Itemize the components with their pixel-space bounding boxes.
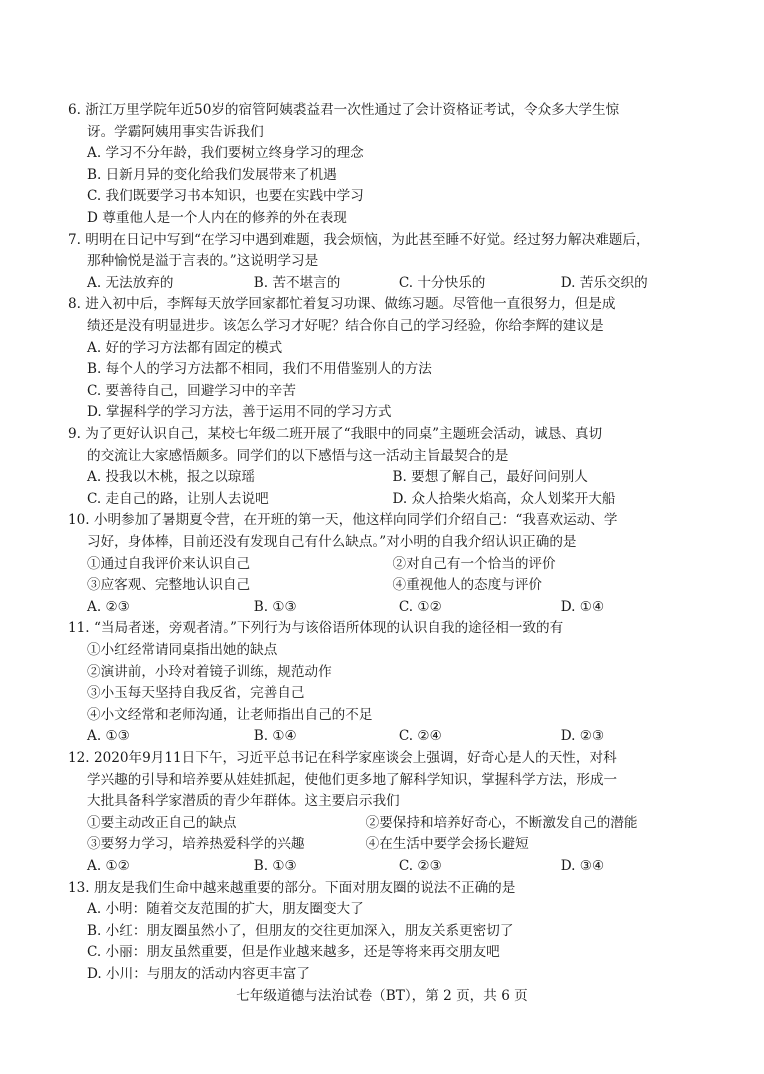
question-stem: 习好，身体棒，目前还没有发现自己有什么缺点。”对小明的自我介绍认识正确的是 bbox=[87, 533, 577, 550]
question-stem: 8. 进入初中后，李辉每天放学回家都忙着复习功课、做练习题。尽管他一直很努力，但是成 bbox=[68, 296, 616, 313]
question-13 bbox=[68, 878, 698, 986]
question-stem: 那种愉悦是溢于言表的。”这说明学习是 bbox=[87, 253, 319, 270]
question-6 bbox=[68, 100, 698, 230]
question-stem: 10. 小明参加了暑期夏令营，在开班的第一天，他这样向同学们介绍自己：“我喜欢运动、学 bbox=[68, 512, 618, 529]
question-stem: 6. 浙江万里学院年近50岁的宿管阿姨裘益君一次性通过了会计资格证考试，令众多大学生惊 bbox=[68, 102, 620, 118]
statement-3: ③小玉每天坚持自我反省，完善自己 bbox=[87, 685, 305, 702]
option-c: C. 十分快乐的 bbox=[398, 274, 486, 291]
statement-1: ①要主动改正自己的缺点 bbox=[87, 814, 237, 831]
option-b: B. 小红：朋友圈虽然小了，但朋友的交往更加深入，朋友关系更密切了 bbox=[87, 922, 514, 939]
option-d: D. ②③ bbox=[560, 728, 605, 745]
statement-2: ②对自己有一个恰当的评价 bbox=[392, 555, 556, 572]
option-b: B. 日新月异的变化给我们发展带来了机遇 bbox=[87, 166, 337, 183]
question-stem: 9. 为了更好认识自己，某校七年级二班开展了“我眼中的同桌”主题班会活动，诚恳、真切 bbox=[68, 426, 603, 442]
option-b: B. ①③ bbox=[253, 598, 297, 615]
option-a: A. 投我以木桃，报之以琼瑶 bbox=[87, 469, 255, 486]
option-a: A. ①② bbox=[87, 857, 130, 874]
option-c: C. 我们既要学习书本知识，也要在实践中学习 bbox=[87, 188, 364, 205]
option-a: A. ②③ bbox=[87, 598, 130, 615]
option-b: B. 苦不堪言的 bbox=[253, 274, 341, 291]
question-11 bbox=[68, 618, 698, 748]
option-d: D. 小川：与朋友的活动内容更丰富了 bbox=[87, 965, 310, 982]
option-b: B. 每个人的学习方法都不相同，我们不用借鉴别人的方法 bbox=[87, 361, 432, 378]
option-c: C. ①② bbox=[398, 598, 442, 615]
option-d: D. 苦乐交织的 bbox=[560, 274, 648, 291]
option-b: B. 要想了解自己，最好问问别人 bbox=[392, 469, 588, 486]
question-stem: 大批具备科学家潜质的青少年群体。这主要启示我们 bbox=[87, 793, 400, 810]
statement-2: ②要保持和培养好奇心，不断激发自己的潜能 bbox=[365, 814, 638, 831]
option-d: D. 掌握科学的学习方法，善于运用不同的学习方式 bbox=[87, 404, 392, 421]
statements-row bbox=[68, 575, 698, 597]
option-b: B. ①③ bbox=[253, 857, 297, 874]
option-b: B. ①④ bbox=[253, 728, 297, 745]
option-a: A. 学习不分年龄，我们要树立终身学习的理念 bbox=[87, 145, 364, 162]
option-c: C. ②③ bbox=[398, 857, 442, 874]
statement-1: ①小红经常请同桌指出她的缺点 bbox=[87, 641, 278, 658]
statements-row bbox=[68, 813, 698, 835]
statement-4: ④在生活中要学会扬长避短 bbox=[365, 836, 529, 853]
statement-1: ①通过自我评价来认识自己 bbox=[87, 555, 251, 572]
question-10 bbox=[68, 510, 698, 618]
question-8 bbox=[68, 294, 698, 424]
options-row bbox=[68, 856, 698, 878]
statement-4: ④小文经常和老师沟通，让老师指出自己的不足 bbox=[87, 706, 373, 723]
option-c: C. 小丽：朋友虽然重要，但是作业越来越多，还是等将来再交朋友吧 bbox=[87, 944, 500, 961]
option-a: A. 小明：随着交友范围的扩大，朋友圈变大了 bbox=[87, 901, 364, 918]
option-d: D 尊重他人是一个人内在的修养的外在表现 bbox=[87, 209, 347, 226]
option-c: C. 要善待自己，回避学习中的辛苦 bbox=[87, 382, 296, 399]
question-stem: 讶。学霸阿姨用事实告诉我们 bbox=[87, 123, 264, 140]
statement-2: ②演讲前，小玲对着镜子训练，规范动作 bbox=[87, 663, 332, 680]
options-row bbox=[68, 489, 698, 511]
statements-row bbox=[68, 554, 698, 576]
option-a: A. 无法放弃的 bbox=[87, 274, 174, 291]
option-a: A. ①③ bbox=[87, 728, 130, 745]
question-stem: 11. “当局者迷，旁观者清。”下列行为与该俗语所体现的认识自我的途径相一致的有 bbox=[68, 620, 564, 637]
question-12 bbox=[68, 748, 698, 878]
option-c: C. 走自己的路，让别人去说吧 bbox=[87, 490, 269, 507]
question-9 bbox=[68, 424, 698, 510]
statement-4: ④重视他人的态度与评价 bbox=[392, 577, 543, 594]
question-stem: 绩还是没有明显进步。该怎么学习才好呢？结合你自己的学习经验，你给李辉的建议是 bbox=[87, 317, 604, 334]
options-row bbox=[68, 726, 698, 748]
options-row bbox=[68, 597, 698, 619]
statement-3: ③要努力学习，培养热爱科学的兴趣 bbox=[87, 836, 305, 853]
question-stem: 7. 明明在日记中写到“在学习中遇到难题，我会烦恼，为此甚至睡不好觉。经过努力解决难题后， bbox=[68, 231, 650, 248]
statements-row bbox=[68, 834, 698, 856]
question-stem: 13. 朋友是我们生命中越来越重要的部分。下面对朋友圈的说法不正确的是 bbox=[68, 879, 516, 896]
option-d: D. ③④ bbox=[560, 857, 605, 874]
option-d: D. 众人拾柴火焰高，众人划桨开大船 bbox=[392, 490, 616, 507]
option-c: C. ②④ bbox=[398, 728, 442, 745]
question-stem: 12. 2020年9月11日下午，习近平总书记在科学家座谈会上强调，好奇心是人的天性，对科 bbox=[68, 750, 617, 766]
statement-3: ③应客观、完整地认识自己 bbox=[87, 577, 251, 594]
option-d: D. ①④ bbox=[560, 598, 605, 615]
page-footer: 七年级道德与法治试卷（BT），第 2 页，共 6 页 bbox=[236, 988, 528, 1004]
option-a: A. 好的学习方法都有固定的模式 bbox=[87, 339, 283, 356]
options-row bbox=[68, 273, 698, 295]
question-7 bbox=[68, 230, 698, 295]
options-row bbox=[68, 467, 698, 489]
question-stem: 的交流让大家感悟颇多。同学们的以下感悟与这一活动主旨最契合的是 bbox=[87, 447, 509, 464]
question-stem: 学兴趣的引导和培养要从娃娃抓起，使他们更多地了解科学知识，掌握科学方法，形成一 bbox=[87, 771, 618, 788]
